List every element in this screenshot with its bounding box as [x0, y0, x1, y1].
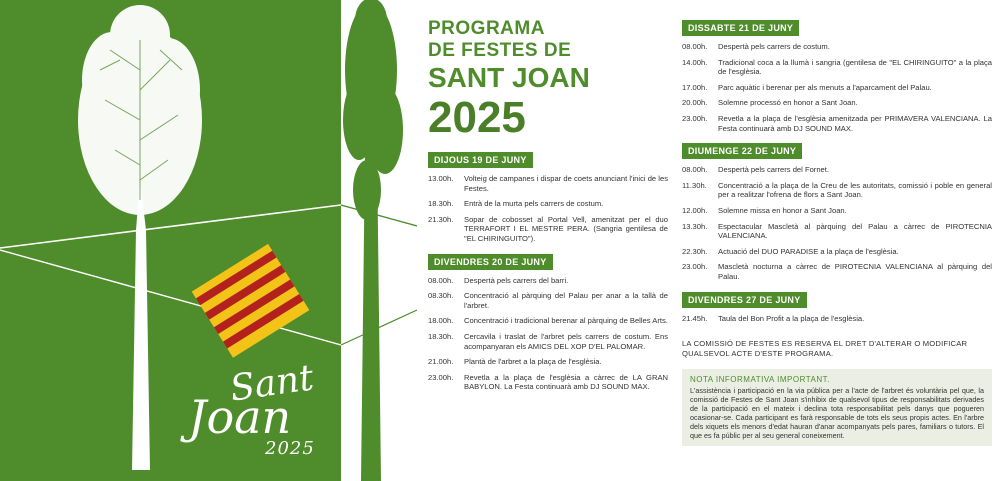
event-row — [682, 83, 992, 93]
event-text: Mascletà nocturna a càrrec de PIROTECNIA VALENCIANA al pàrquing del Palau. — [718, 262, 992, 281]
event-time: 11.30h. — [682, 180, 707, 190]
event-row — [682, 181, 992, 200]
event-time: 08.00h. — [682, 165, 708, 175]
event-text: Espectacular Mascletà al pàrquing del Palau a càrrec de PIROTECNIA VALENCIANA. — [718, 221, 992, 241]
event-time: 13.30h. — [682, 221, 708, 231]
event-time: 21.45h. — [682, 313, 708, 323]
event-time: 13.00h. — [428, 174, 454, 183]
event-text: Actuació del DUO PARADISE a la plaça de l'esglèsia. — [718, 246, 899, 256]
event-time: 18.30h. — [428, 331, 454, 341]
event-time: 20.00h. — [682, 98, 708, 108]
day-heading: DIUMENGE 22 DE JUNY — [682, 143, 802, 159]
event-text: Entrà de la murta pels carrers de costum. — [464, 199, 604, 209]
event-time: 08.00h. — [682, 42, 708, 51]
right-column — [682, 18, 992, 446]
day-heading: DIVENDRES 27 DE JUNY — [682, 292, 807, 308]
event-text: Despertà pels carrers del barri. — [464, 275, 569, 285]
event-text: Solemne processó en honor a Sant Joan. — [718, 98, 858, 108]
event-time: 23.00h. — [682, 113, 708, 123]
event-time: 22.30h. — [682, 246, 708, 256]
event-text: Concentració al pàrquing del Palau per anar a la tallà de l'arbret. — [464, 291, 668, 310]
event-time: 12.00h. — [682, 205, 708, 215]
event-text: Revetla a la plaça de l'esglèsia amenitzada per PRIMAVERA VALENCIANA. La Festa continuarà amb DJ SOUND MAX. — [718, 113, 992, 133]
event-row — [682, 98, 992, 108]
event-row — [682, 206, 992, 216]
event-row — [682, 314, 992, 324]
note-title: NOTA INFORMATIVA IMPORTANT. — [690, 375, 830, 385]
event-time: 08.00h. — [428, 275, 454, 285]
event-row — [428, 373, 668, 392]
day-heading: DIJOUS 19 DE JUNY — [428, 152, 533, 168]
important-note — [682, 369, 992, 446]
rope-line — [0, 205, 341, 248]
event-time: 18.00h. — [428, 316, 454, 326]
event-row — [682, 222, 992, 241]
event-time: 17.00h. — [682, 82, 708, 92]
cover-year: 2025 — [265, 438, 315, 459]
event-row — [428, 199, 668, 209]
program-title-year: 2025 — [428, 93, 526, 142]
event-text: Concentració i tradicional berenar al pàrquing de Belles Arts. — [464, 316, 668, 326]
program-title-line2: DE FESTES DE — [428, 40, 572, 61]
day-heading: DIVENDRES 20 DE JUNY — [428, 254, 553, 270]
event-text: Revetla a la plaça de l'esglèsia a càrrec de LA GRAN BABYLON. La Festa continuarà amb DJ SOUND MAX. — [464, 372, 668, 392]
cover-panel — [0, 0, 341, 481]
event-time: 23.00h. — [682, 262, 708, 272]
tree-strip — [341, 0, 417, 481]
event-row — [428, 215, 668, 244]
event-text: Tradicional coca a la llumà i sangria (gentilesa de "EL CHIRINGUITO" a la plaça de l'esglèsia. — [718, 57, 992, 77]
event-time: 08.30h. — [428, 291, 454, 301]
event-row — [428, 332, 668, 351]
event-row — [682, 42, 992, 52]
event-time: 23.00h. — [428, 372, 454, 382]
event-row — [682, 58, 992, 77]
event-time: 18.30h. — [428, 199, 454, 209]
event-text: Taula del Bon Profit a la plaça de l'esglèsia. — [718, 313, 865, 323]
disclaimer: LA COMISSIÓ DE FESTES ES RESERVA EL DRET D'ALTERAR O MODIFICAR QUALSEVOL ACTE D'ESTE PROGRAMA. — [682, 339, 968, 359]
program-column — [428, 18, 668, 392]
day-saturday — [682, 18, 992, 133]
event-text: Solemne missa en honor a Sant Joan. — [718, 205, 847, 215]
event-row — [682, 247, 992, 257]
event-row — [428, 276, 668, 286]
event-text: Despertà pels carrers del Fornet. — [718, 165, 829, 175]
event-text: Plantà de l'arbret a la plaça de l'esglèsia. — [464, 357, 602, 367]
event-time: 21.30h. — [428, 214, 454, 224]
event-text: Despertà pels carrers de costum. — [718, 42, 830, 51]
event-row — [682, 262, 992, 281]
event-text: Parc aquàtic i berenar per als menuts a l'aparcament del Palau. — [718, 82, 932, 92]
day-thursday — [428, 150, 668, 244]
event-text: Cercavila i traslat de l'arbret pels carrers de costum. Ens acompanyaran els AMICS DEL XOP D'EL PALOMAR. — [464, 331, 668, 351]
senyera-flag — [192, 244, 310, 358]
event-text: Sopar de cobosset al Portal Vell, amenitzat per el duo TERRAFORT I EL MESTRE PERA. (Sangria gentilesa de "EL CHIRINGUITO"). — [464, 214, 668, 243]
day-friday-27 — [682, 290, 992, 324]
event-row — [428, 316, 668, 326]
event-text: Volteig de campanes i dispar de coets anunciant l'inici de les Festes. — [464, 174, 668, 193]
program-title-line3: SANT JOAN — [428, 62, 590, 93]
cover-title-sant: Sant — [227, 357, 317, 410]
program-title-line1: PROGRAMA — [428, 18, 545, 39]
tree-silhouette — [341, 0, 417, 481]
note-text: L'assistència i participació en la via pública per a l'acte de l'arbret és voluntària pel que, la comissió de Festes de Sant Joan s'inhibix de qualsevol tipus de responsabilitats derivades de la participació en el mateix i declina tota responsabilitat pels danys que pogueren ocasionar-se. Cada participant es farà responsable de tots els seus propis actes. En l'arbre dels xiquets els menors d'edat hauran d'anar acompanyats pels pares, familiars o tutors. El que es fa públic per al seu general coneixement. — [690, 386, 984, 441]
event-time: 21.00h. — [428, 357, 454, 367]
event-time: 14.00h. — [682, 57, 708, 67]
event-row — [428, 357, 668, 367]
event-text: Concentració a la plaça de la Creu de les autoritats, comissió i poble en general per a realitzar l'ofrena de flors a Sant Joan. — [718, 180, 992, 200]
event-row — [428, 291, 668, 310]
program-title — [428, 18, 668, 142]
event-row — [682, 114, 992, 133]
tree-trunk — [132, 180, 150, 470]
event-row — [682, 165, 992, 175]
event-row — [428, 174, 668, 193]
day-friday-20 — [428, 252, 668, 392]
day-sunday — [682, 141, 992, 281]
day-heading: DISSABTE 21 DE JUNY — [682, 20, 799, 36]
cover-title-joan: Joan — [188, 390, 292, 444]
